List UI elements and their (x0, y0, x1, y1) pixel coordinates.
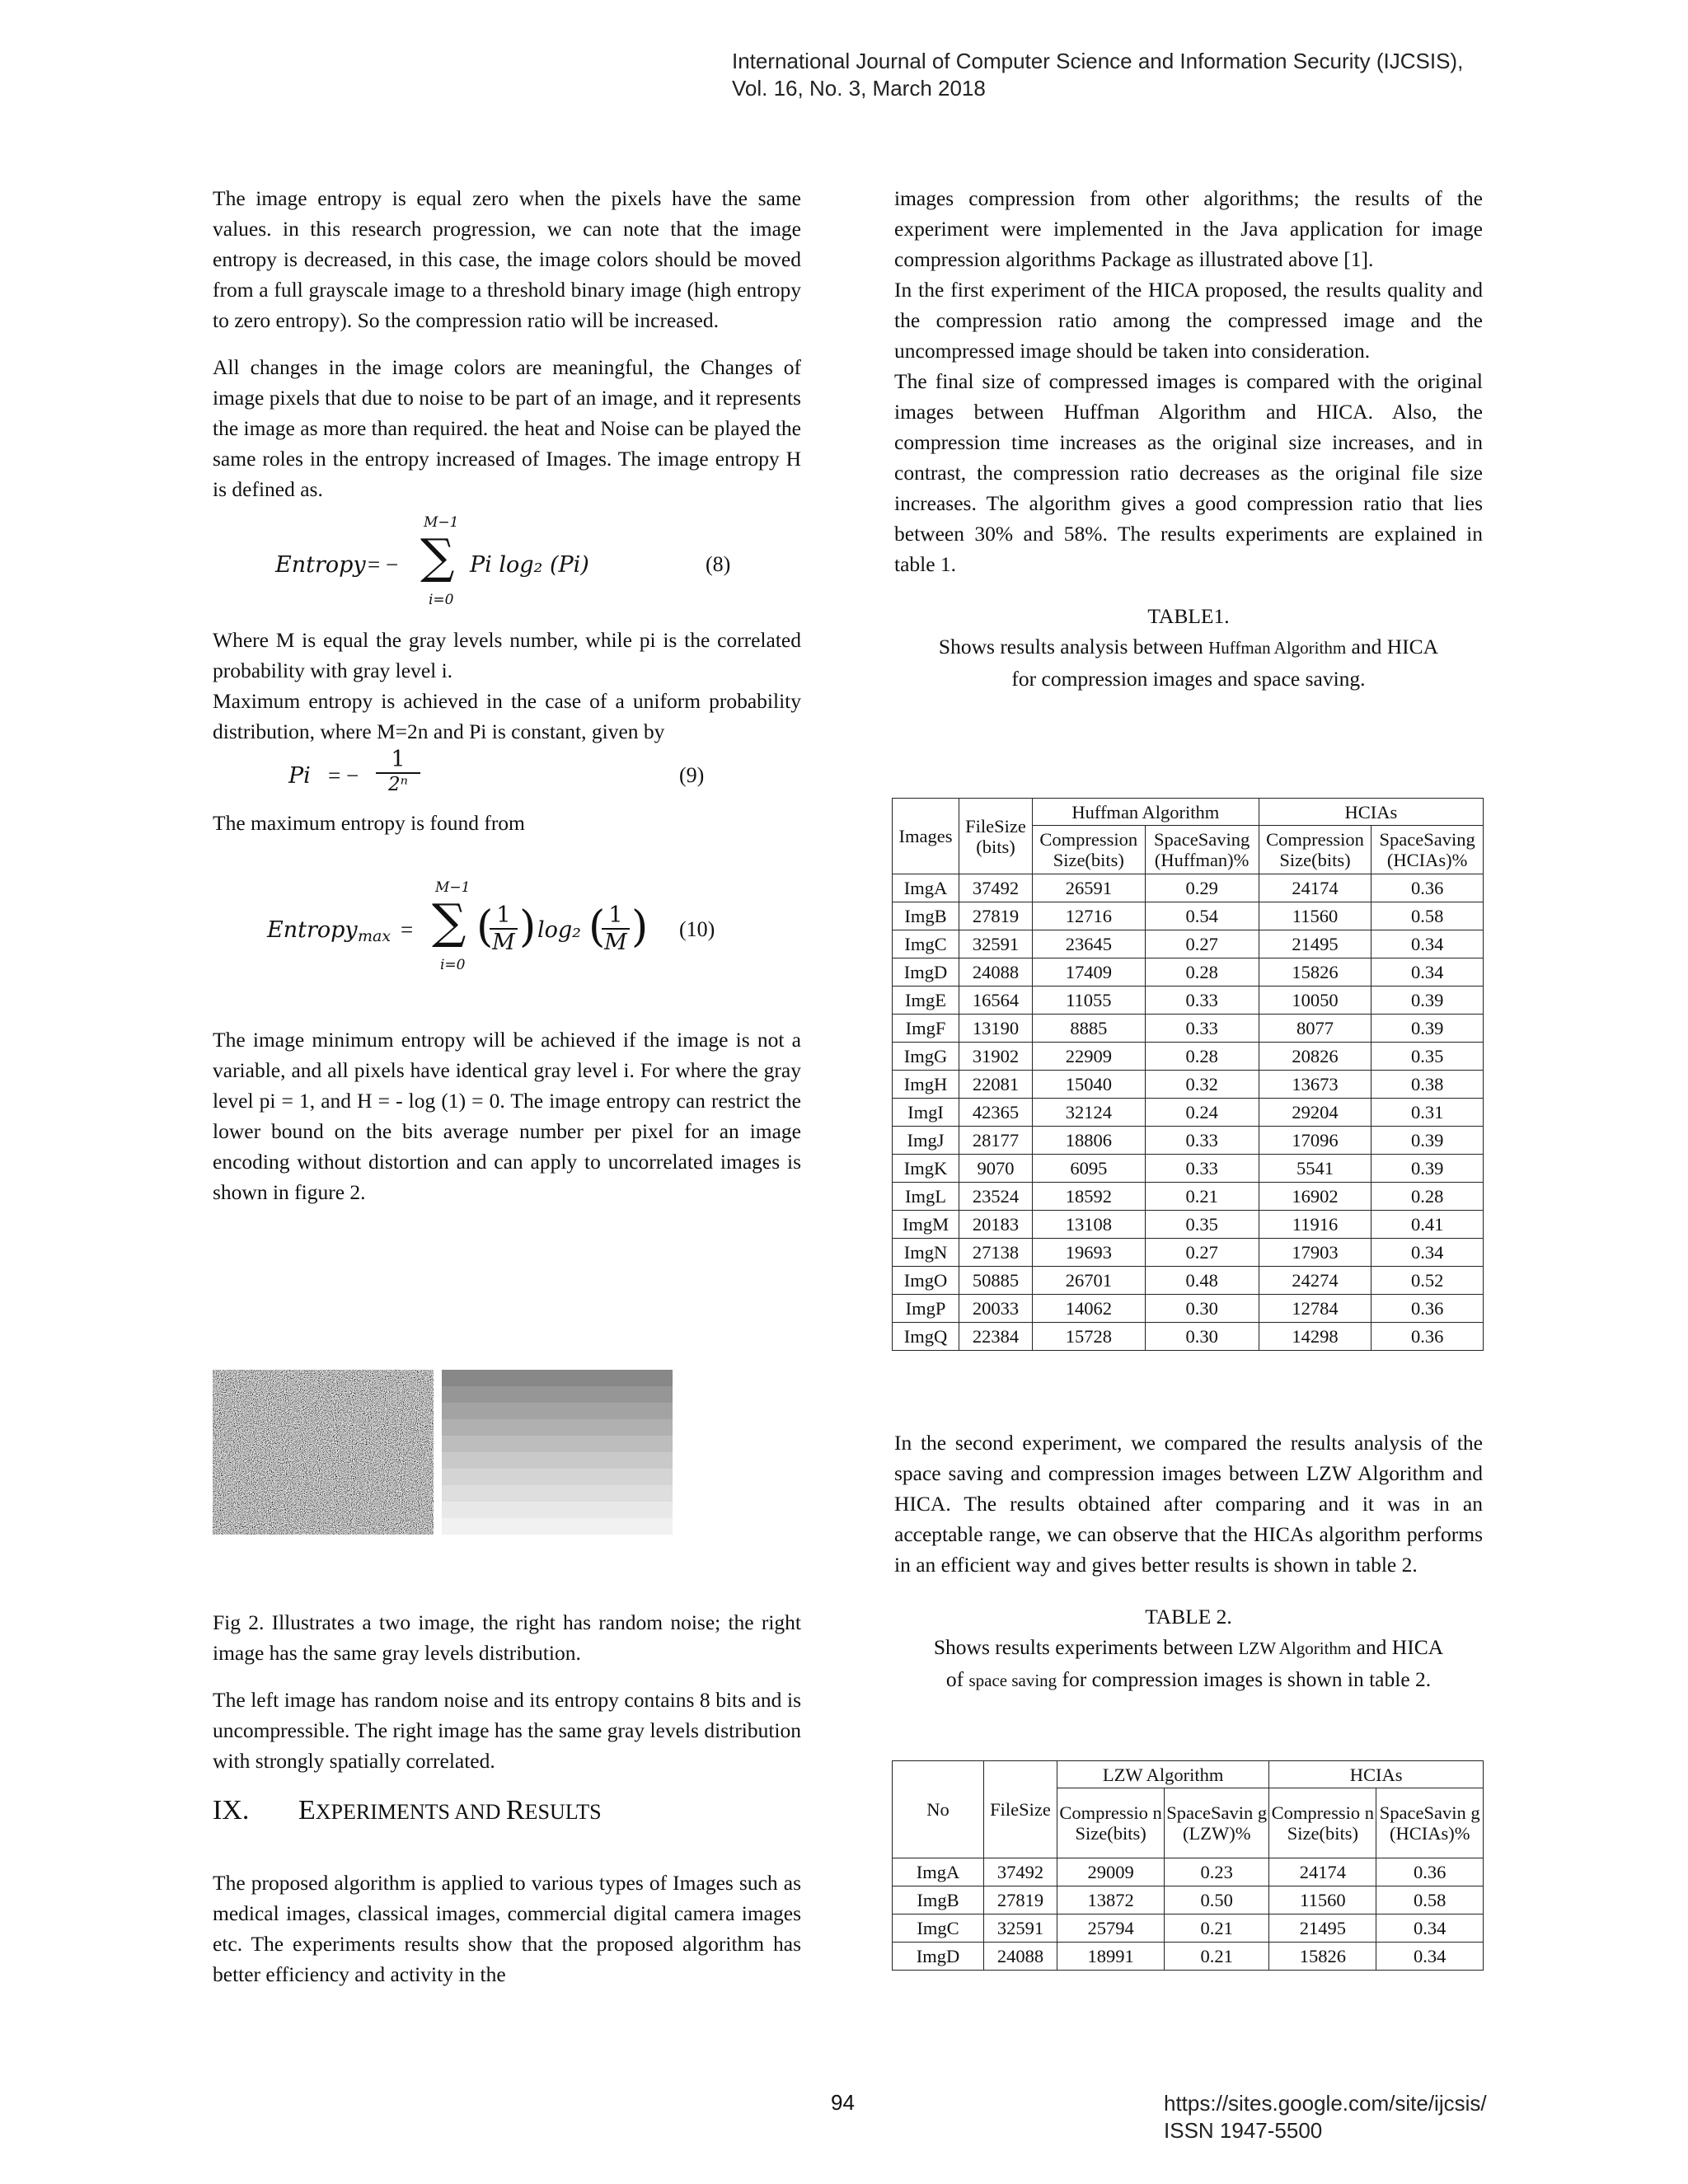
table1-caption (894, 631, 1483, 663)
table-cell: 20183 (959, 1211, 1033, 1239)
table-cell: 0.58 (1376, 1886, 1484, 1915)
table-cell: 0.34 (1376, 1943, 1484, 1971)
table-cell: 23645 (1033, 930, 1146, 958)
table-cell: ImgD (893, 958, 959, 987)
table1-row (893, 930, 1484, 958)
table-cell: 14062 (1033, 1295, 1146, 1323)
table2-caption-part: LZW Algorithm (1238, 1638, 1352, 1658)
table-cell: 21495 (1259, 930, 1372, 958)
paragraph: In the first experiment of the HICA proposed, the results quality and the compression ratio among the compressed image and the uncompressed image should be taken into consideration. (894, 278, 1483, 363)
table-cell: 22909 (1033, 1043, 1146, 1071)
table1-row (893, 987, 1484, 1015)
heading-rest-2: ESULTS (524, 1800, 602, 1824)
heading-rest-1: XPERIMENTS AND (315, 1800, 506, 1824)
table-cell: 0.39 (1372, 1127, 1484, 1155)
table-cell: 32591 (959, 930, 1033, 958)
table-cell: ImgF (893, 1015, 959, 1043)
table-cell: 24088 (984, 1943, 1057, 1971)
table1-row (893, 1183, 1484, 1211)
table-cell: ImgG (893, 1043, 959, 1071)
table-cell: ImgJ (893, 1127, 959, 1155)
table2-body (893, 1858, 1484, 1971)
equation-8 (213, 504, 801, 626)
table-cell: ImgO (893, 1267, 959, 1295)
table-cell: 17409 (1033, 958, 1146, 987)
footer-url-link[interactable]: https://sites.google.com/site/ijcsis/ (1164, 2091, 1487, 2116)
table2-row (893, 1886, 1484, 1915)
table1-caption-part: Shows results analysis between (938, 635, 1209, 658)
eq8-lhs: Entropy (275, 552, 366, 578)
table1-header-hcias: HCIAs (1259, 799, 1483, 826)
table-cell: 0.24 (1145, 1099, 1259, 1127)
table-cell: 0.48 (1145, 1267, 1259, 1295)
table-cell: 0.36 (1372, 1323, 1484, 1351)
table-cell: 0.30 (1145, 1323, 1259, 1351)
table-cell: 0.34 (1376, 1915, 1484, 1943)
table-cell: 0.34 (1372, 958, 1484, 987)
eq10-upper-limit: M−1 (435, 879, 471, 896)
table1-row (893, 1043, 1484, 1071)
table1-header-huffman: Huffman Algorithm (1033, 799, 1259, 826)
table-cell: 0.36 (1372, 1295, 1484, 1323)
table-cell: 0.31 (1372, 1099, 1484, 1127)
table2-subheader: SpaceSavin g (LZW)% (1165, 1788, 1269, 1858)
running-head (732, 48, 1463, 102)
eq9-numerator: 1 (391, 747, 406, 772)
footer-issn: ISSN 1947-5500 (1164, 2118, 1323, 2143)
table2-row (893, 1858, 1484, 1886)
table-cell: 24174 (1269, 1858, 1376, 1886)
table-cell: ImgE (893, 987, 959, 1015)
table-cell: 16902 (1259, 1183, 1372, 1211)
table-cell: 18991 (1057, 1943, 1165, 1971)
table2-caption-part: Shows results experiments between (933, 1635, 1239, 1659)
table1-row (893, 1155, 1484, 1183)
table-cell: 26701 (1033, 1267, 1146, 1295)
table1-caption-line2: for compression images and space saving. (1011, 667, 1366, 691)
table-cell: 24274 (1259, 1267, 1372, 1295)
table-cell: 37492 (959, 874, 1033, 902)
table1-row (893, 1323, 1484, 1351)
table2-caption (894, 1632, 1483, 1664)
table-cell: 21495 (1269, 1915, 1376, 1943)
random-noise-image (213, 1370, 434, 1535)
table-cell: 13872 (1057, 1886, 1165, 1915)
gray-level-band (442, 1469, 673, 1485)
eq10-number: (10) (679, 917, 715, 941)
table-cell: 0.50 (1165, 1886, 1269, 1915)
table-cell: 27819 (959, 902, 1033, 930)
table1-row (893, 1211, 1484, 1239)
table2-header-filesize: FileSize (984, 1761, 1057, 1858)
table2-caption-line2 (894, 1664, 1483, 1696)
table-cell: 12716 (1033, 902, 1146, 930)
table2-header-no: No (893, 1761, 984, 1858)
eq9-number: (9) (679, 763, 705, 787)
table2-row (893, 1915, 1484, 1943)
journal-volume: Vol. 16, No. 3, March 2018 (732, 76, 986, 101)
table-cell: 0.35 (1372, 1043, 1484, 1071)
left-lower-text (213, 1607, 801, 1776)
table1-row (893, 1267, 1484, 1295)
table-cell: 0.21 (1145, 1183, 1259, 1211)
paragraph: Maximum entropy is achieved in the case of a uniform probability distribution, where M=2n and Pi is constant, given by (213, 689, 801, 743)
table-cell: 32591 (984, 1915, 1057, 1943)
eq9-lhs: Pi (288, 763, 311, 789)
table-cell: 29009 (1057, 1858, 1165, 1886)
heading-cap-e: E (298, 1795, 316, 1825)
table-cell: 23524 (959, 1183, 1033, 1211)
table-cell: ImgB (893, 902, 959, 930)
table-cell: 12784 (1259, 1295, 1372, 1323)
section-number: IX. (213, 1795, 250, 1825)
eq10-equals: = (401, 917, 414, 942)
footer-info (1164, 2090, 1487, 2144)
eq8-lower-limit: i=0 (429, 592, 454, 608)
eq10-fraction-2 (602, 902, 630, 955)
eq10-numerator: 1 (496, 902, 511, 928)
eq10-denominator: M (490, 928, 518, 955)
gray-level-band (442, 1403, 673, 1419)
table-cell: 22384 (959, 1323, 1033, 1351)
table-cell: 6095 (1033, 1155, 1146, 1183)
table-cell: 0.38 (1372, 1071, 1484, 1099)
table-cell: 0.21 (1165, 1915, 1269, 1943)
table-cell: 0.29 (1145, 874, 1259, 902)
table-cell: ImgC (893, 1915, 984, 1943)
table-cell: 0.33 (1145, 987, 1259, 1015)
table-cell: 11560 (1269, 1886, 1376, 1915)
page-number: 94 (831, 2090, 855, 2115)
table-cell: 13673 (1259, 1071, 1372, 1099)
table-cell: 13108 (1033, 1211, 1146, 1239)
table-cell: 0.58 (1372, 902, 1484, 930)
table-cell: 0.52 (1372, 1267, 1484, 1295)
eq8-equals: = − (368, 552, 399, 577)
table-cell: 42365 (959, 1099, 1033, 1127)
gray-level-band (442, 1370, 673, 1386)
table-cell: 0.21 (1165, 1943, 1269, 1971)
table1-subheader: SpaceSaving (HCIAs)% (1372, 826, 1484, 874)
table-cell: 26591 (1033, 874, 1146, 902)
table-cell: 31902 (959, 1043, 1033, 1071)
table2-title: TABLE 2. (1145, 1605, 1232, 1629)
table2 (892, 1760, 1484, 1971)
table1-row (893, 1099, 1484, 1127)
table-cell: 15040 (1033, 1071, 1146, 1099)
table-cell: 27819 (984, 1886, 1057, 1915)
table-cell: 25794 (1057, 1915, 1165, 1943)
table1-subheader: SpaceSaving (Huffman)% (1145, 826, 1259, 874)
table-cell: 0.33 (1145, 1015, 1259, 1043)
table-cell: ImgC (893, 930, 959, 958)
table-cell: ImgP (893, 1295, 959, 1323)
table-cell: 17903 (1259, 1239, 1372, 1267)
table-cell: ImgM (893, 1211, 959, 1239)
table-cell: 32124 (1033, 1099, 1146, 1127)
table-cell: 11916 (1259, 1211, 1372, 1239)
table-cell: 0.36 (1372, 874, 1484, 902)
table1-subheader: Compression Size(bits) (1033, 826, 1146, 874)
paragraph: images compression from other algorithms; the results of the experiment were implemented in the Java application for image compression algorithms Package as illustrated above [1]. (894, 186, 1483, 271)
table-cell: 22081 (959, 1071, 1033, 1099)
gray-level-band (442, 1518, 673, 1535)
table-cell: 18592 (1033, 1183, 1146, 1211)
table-cell: 0.41 (1372, 1211, 1484, 1239)
table-cell: 27138 (959, 1239, 1033, 1267)
table-cell: 20826 (1259, 1043, 1372, 1071)
table-cell: 0.34 (1372, 930, 1484, 958)
eq10-numerator-2: 1 (608, 902, 623, 928)
table1-row (893, 1015, 1484, 1043)
right-column (894, 183, 1483, 694)
table1-title: TABLE1. (1147, 604, 1230, 628)
gray-level-band (442, 1436, 673, 1452)
equation-10 (213, 838, 801, 1021)
table1-header-filesize: FileSize (bits) (959, 799, 1033, 874)
table-cell: 0.27 (1145, 930, 1259, 958)
table-cell: 0.35 (1145, 1211, 1259, 1239)
table-cell: 11560 (1259, 902, 1372, 930)
paragraph: The proposed algorithm is applied to various types of Images such as medical images, classical images, commercial digital camera images etc. The experiments results show that the proposed algorithm has better efficiency and activity in the (213, 1871, 801, 1986)
paragraph: In the second experiment, we compared the results analysis of the space saving and compression images between LZW Algorithm and HICA. The results obtained after comparing and it was in an acceptable range, we can observe that the HICAs algorithm performs in an efficient way and gives better results is shown in table 2. (894, 1431, 1483, 1577)
table-cell: 0.28 (1145, 958, 1259, 987)
table2-caption-part: for compression images is shown in table 2. (1057, 1667, 1432, 1691)
table-cell: 15826 (1269, 1943, 1376, 1971)
section-body (213, 1868, 801, 1990)
eq10-open-paren: ( (476, 902, 494, 952)
table-cell: ImgQ (893, 1323, 959, 1351)
table1-row (893, 1127, 1484, 1155)
table-cell: 9070 (959, 1155, 1033, 1183)
gray-level-band (442, 1485, 673, 1502)
heading-cap-r: R (505, 1795, 525, 1825)
eq10-log: log₂ (537, 917, 581, 943)
eq10-lhs: Entropy (267, 917, 358, 943)
eq8-number: (8) (706, 552, 731, 576)
eq10-subscript: max (358, 927, 392, 945)
eq10-close-paren-2: ) (631, 902, 649, 952)
table2-subheader: Compressio n Size(bits) (1269, 1788, 1376, 1858)
table2-caption-part: and HICA (1351, 1635, 1444, 1659)
section-heading (213, 1795, 602, 1826)
table-cell: 13190 (959, 1015, 1033, 1043)
paragraph: The final size of compressed images is compared with the original images between Huffman Algorithm and HICA. Also, the compression time increases as the original size increases, and in contrast, the compression ratio decreases as the original file size increases. The algorithm gives a good compression ratio that lies between 30% and 58%. The results experiments are explained in table 1. (894, 369, 1483, 576)
eq9-equals: = − (328, 763, 359, 788)
table1-row (893, 902, 1484, 930)
table-cell: 0.23 (1165, 1858, 1269, 1886)
table-cell: 24174 (1259, 874, 1372, 902)
table1-header-images: Images (893, 799, 959, 874)
eq10-close-paren: ) (519, 902, 537, 952)
gray-level-band (442, 1502, 673, 1518)
table-cell: 20033 (959, 1295, 1033, 1323)
table-cell: 0.39 (1372, 1155, 1484, 1183)
eq10-sigma: ∑ (432, 893, 467, 949)
table1-subheader: Compression Size(bits) (1259, 826, 1372, 874)
table2-row (893, 1943, 1484, 1971)
table2-subheader: Compressio n Size(bits) (1057, 1788, 1165, 1858)
table2-header-hcias: HCIAs (1269, 1761, 1484, 1788)
table-cell: ImgD (893, 1943, 984, 1971)
table-cell: ImgA (893, 874, 959, 902)
table-cell: 0.33 (1145, 1155, 1259, 1183)
table-cell: 18806 (1033, 1127, 1146, 1155)
paragraph: The left image has random noise and its entropy contains 8 bits and is uncompressible. The right image has the same gray levels distribution with strongly spatially correlated. (213, 1688, 801, 1773)
eq9-fraction (376, 747, 420, 795)
table-cell: 17096 (1259, 1127, 1372, 1155)
paragraph: All changes in the image colors are meaningful, the Changes of image pixels that due to noise to be part of an image, and it represents the image as more than required. the heat and Noise can be played the same roles in the entropy increased of Images. The image entropy H is defined as. (213, 355, 801, 501)
eq10-lower-limit: i=0 (440, 957, 466, 973)
table-cell: 0.36 (1376, 1858, 1484, 1886)
table-cell: 0.30 (1145, 1295, 1259, 1323)
eq8-term: Pi log₂ (Pi) (470, 552, 589, 578)
eq10-open-paren-2: ( (588, 902, 606, 952)
table1-row (893, 958, 1484, 987)
table-cell: 28177 (959, 1127, 1033, 1155)
paragraph: The image minimum entropy will be achieved if the image is not a variable, and all pixels have identical gray level i. For where the gray level pi = 1, and H = - log (1) = 0. The image entropy can restrict the lower bound on the bits average number per pixel for an image encoding without distortion and can apply to uncorrelated images is shown in figure 2. (213, 1028, 801, 1204)
table-cell: 0.34 (1372, 1239, 1484, 1267)
table1-row (893, 1295, 1484, 1323)
table1-row (893, 1071, 1484, 1099)
table-cell: 15826 (1259, 958, 1372, 987)
table1-row (893, 1239, 1484, 1267)
right-lower-text (894, 1427, 1483, 1696)
table-cell: 8077 (1259, 1015, 1372, 1043)
table-cell: ImgI (893, 1099, 959, 1127)
gray-level-band (442, 1419, 673, 1436)
table-cell: 15728 (1033, 1323, 1146, 1351)
table-cell: ImgA (893, 1858, 984, 1886)
figure-caption: Fig 2. Illustrates a two image, the right has random noise; the right image has the same gray levels distribution. (213, 1610, 801, 1665)
table1-row (893, 874, 1484, 902)
eq10-fraction (490, 902, 518, 955)
table-cell: 29204 (1259, 1099, 1372, 1127)
paragraph: The image entropy is equal zero when the pixels have the same values. in this research progression, we can note that the image entropy is decreased, in this case, the image colors should be moved from a full grayscale image to a threshold binary image (high entropy to zero entropy). So the compression ratio will be increased. (213, 186, 801, 332)
table-cell: ImgN (893, 1239, 959, 1267)
eq8-upper-limit: M−1 (424, 514, 459, 531)
table1 (892, 798, 1484, 1351)
equation-9 (213, 747, 801, 808)
table-cell: ImgK (893, 1155, 959, 1183)
table-cell: 0.39 (1372, 1015, 1484, 1043)
table-cell: 5541 (1259, 1155, 1372, 1183)
table2-caption-part: space saving (968, 1671, 1057, 1690)
table-cell: 14298 (1259, 1323, 1372, 1351)
table1-body (893, 874, 1484, 1351)
table2-subheader: SpaceSavin g (HCIAs)% (1376, 1788, 1484, 1858)
eq10-denominator-2: M (602, 928, 630, 955)
table-cell: 0.28 (1372, 1183, 1484, 1211)
table-cell: 24088 (959, 958, 1033, 987)
table-cell: ImgB (893, 1886, 984, 1915)
paragraph: The maximum entropy is found from (213, 811, 525, 835)
table-cell: 11055 (1033, 987, 1146, 1015)
table1-caption-part: Huffman Algorithm (1208, 638, 1347, 658)
table-cell: ImgH (893, 1071, 959, 1099)
gray-levels-image (442, 1370, 673, 1535)
gray-level-band (442, 1452, 673, 1469)
table-cell: 0.32 (1145, 1071, 1259, 1099)
table-cell: 8885 (1033, 1015, 1146, 1043)
table-cell: 37492 (984, 1858, 1057, 1886)
table-cell: 10050 (1259, 987, 1372, 1015)
table2-header-lzw: LZW Algorithm (1057, 1761, 1269, 1788)
eq9-denominator: 2ⁿ (376, 772, 420, 795)
table-cell: 0.33 (1145, 1127, 1259, 1155)
table-cell: 19693 (1033, 1239, 1146, 1267)
table-cell: ImgL (893, 1183, 959, 1211)
eq8-sigma: ∑ (420, 528, 455, 584)
paragraph: Where M is equal the gray levels number, while pi is the correlated probability with gray level i. (213, 628, 801, 682)
table-cell: 0.28 (1145, 1043, 1259, 1071)
table-cell: 0.39 (1372, 987, 1484, 1015)
table2-caption-part: of (945, 1667, 969, 1691)
table-cell: 0.27 (1145, 1239, 1259, 1267)
table1-caption-part: and HICA (1346, 635, 1439, 658)
gray-level-band (442, 1386, 673, 1403)
table-cell: 16564 (959, 987, 1033, 1015)
journal-title: International Journal of Computer Science and Information Security (IJCSIS), (732, 49, 1464, 73)
table-cell: 50885 (959, 1267, 1033, 1295)
table-cell: 0.54 (1145, 902, 1259, 930)
left-column (213, 183, 801, 1207)
